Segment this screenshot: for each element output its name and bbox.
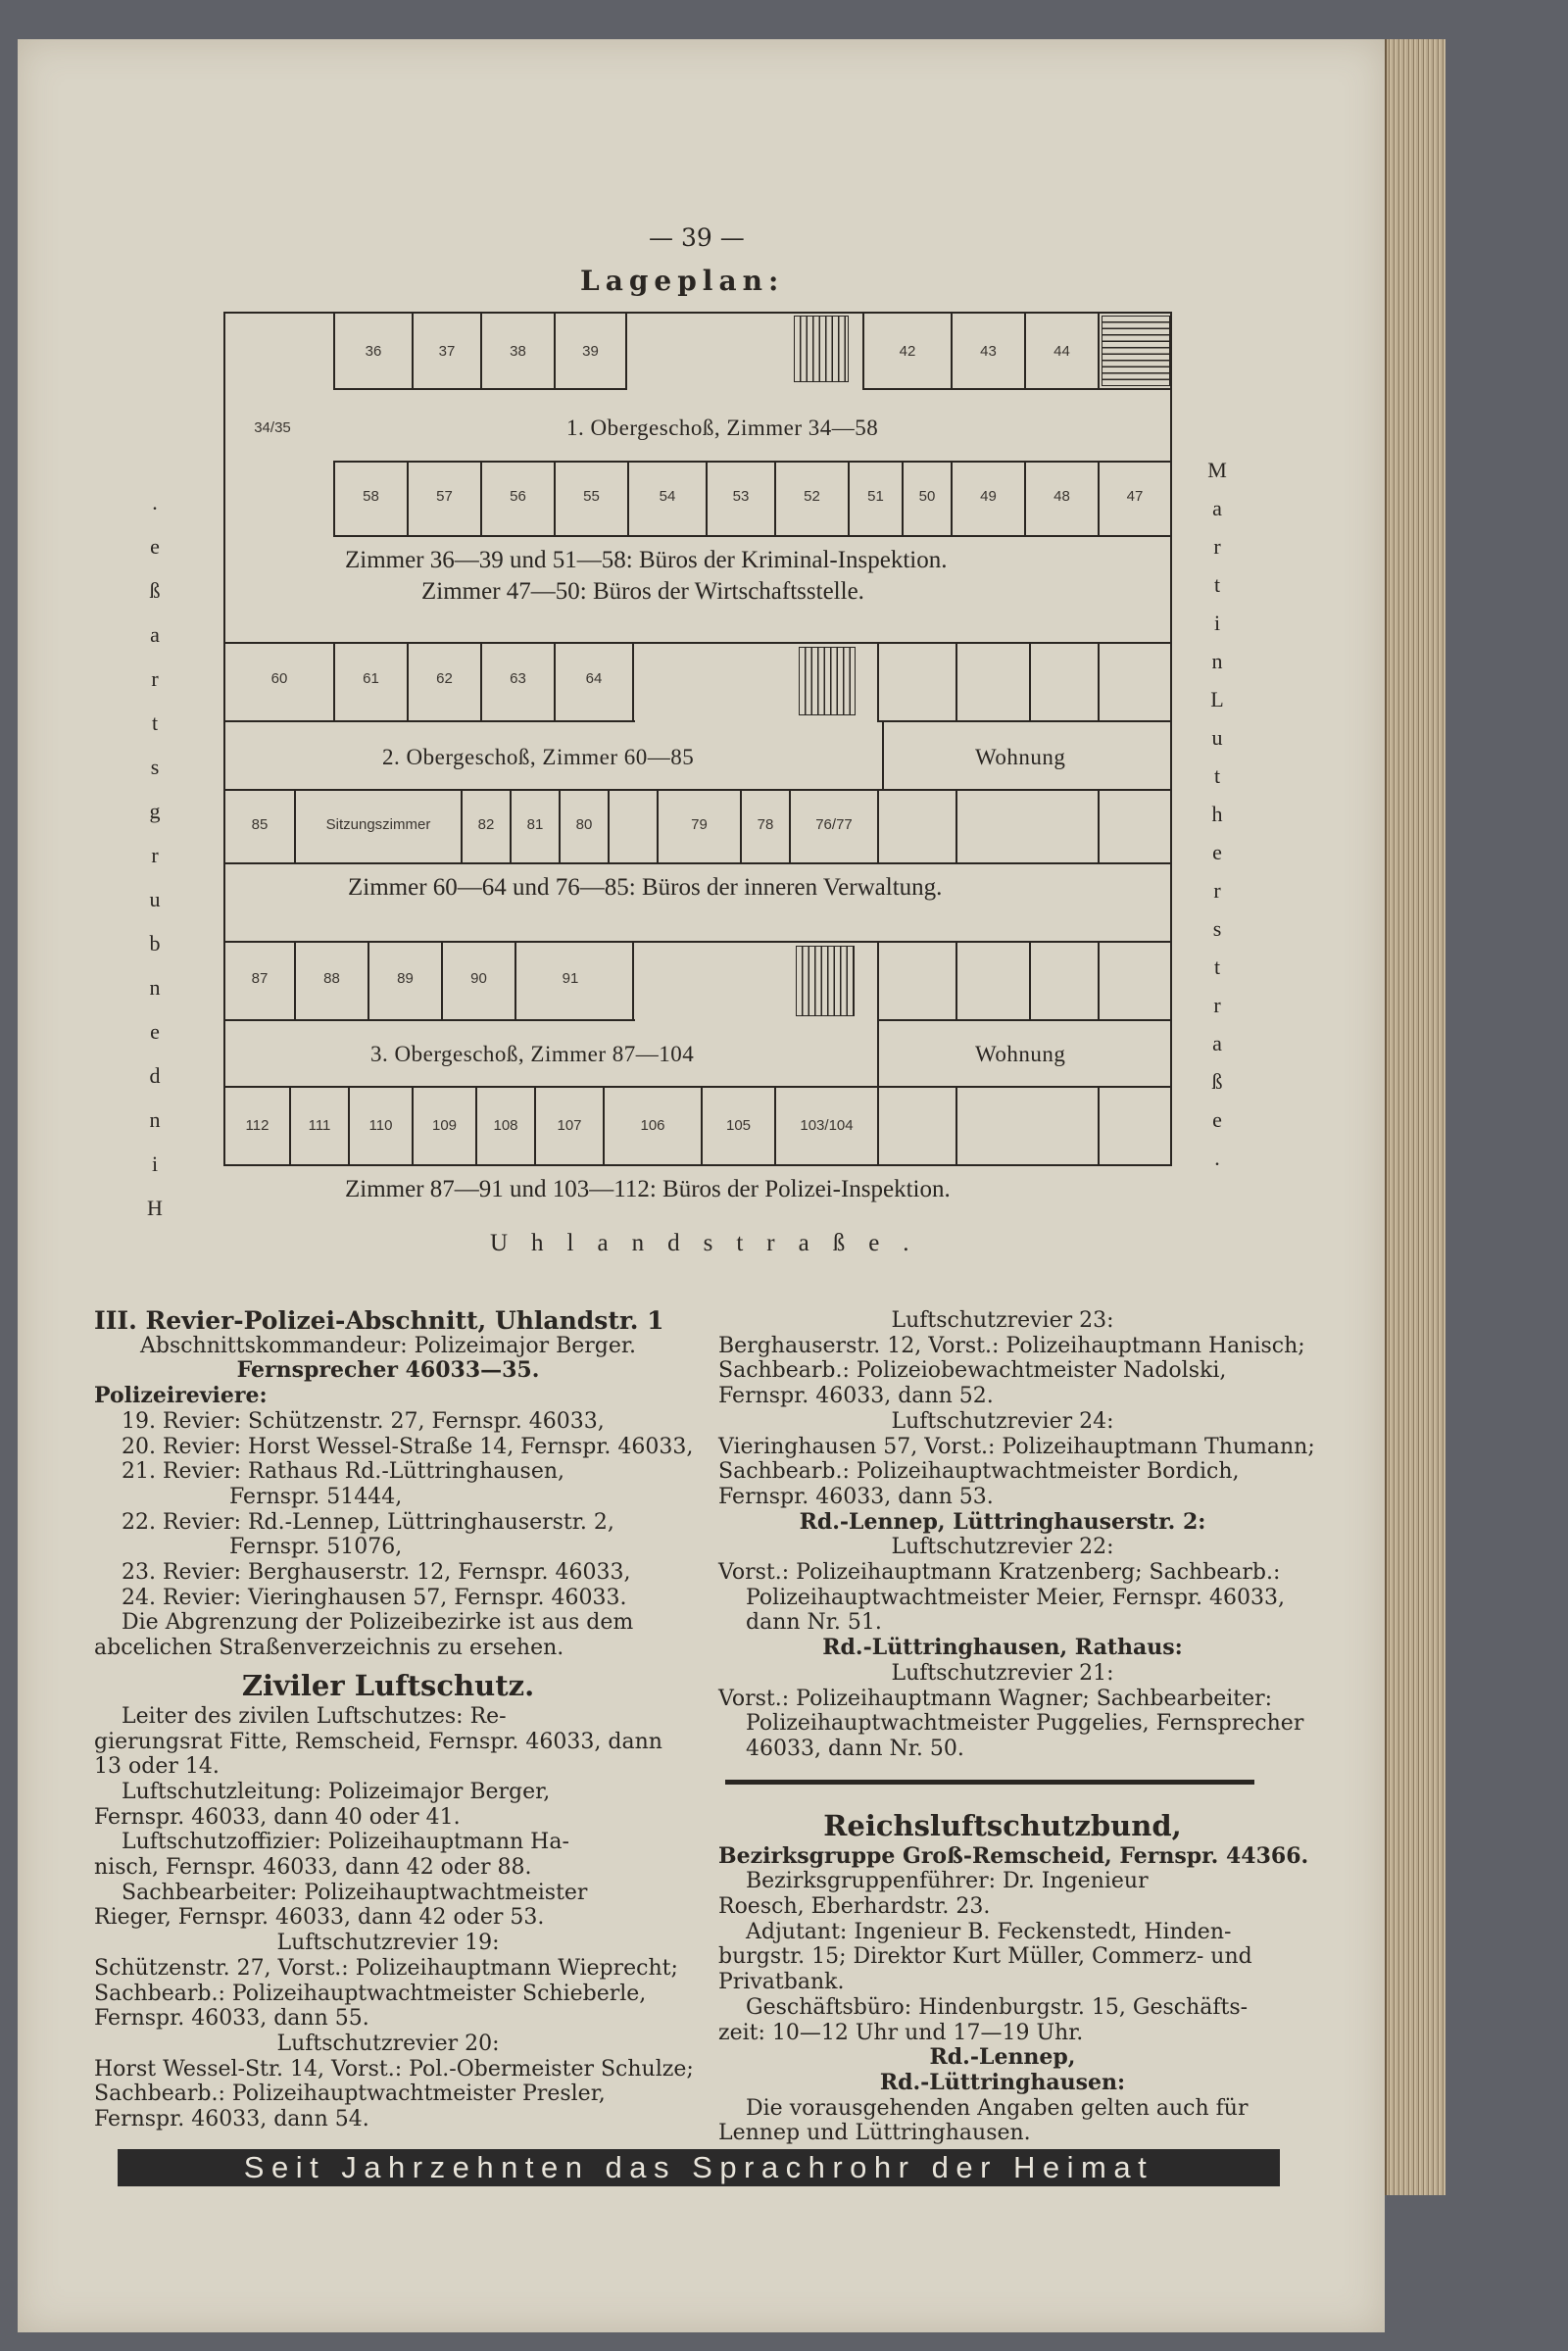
right-column-line: Vorst.: Polizeihauptmann Wagner; Sachbearbeiter: — [718, 1686, 1273, 1711]
staircase-icon — [794, 316, 849, 382]
room-53: 53 — [732, 488, 750, 505]
room-44: 44 — [1054, 343, 1070, 360]
right-column-line: Luftschutzrevier 21: — [891, 1660, 1114, 1686]
right-column-line: Bezirksgruppe Groß-Remscheid, Fernspr. 44366. — [718, 1842, 1309, 1869]
page-number: — 39 — — [649, 223, 745, 252]
right-column-line: Rd.-Lennep, Lüttringhauserstr. 2: — [799, 1508, 1206, 1535]
room-38: 38 — [510, 343, 526, 360]
left-column-line: Fernspr. 51076, — [229, 1535, 403, 1560]
room-54: 54 — [659, 488, 676, 505]
room-57: 57 — [436, 488, 453, 505]
left-column-line: Ziviler Luftschutz. — [241, 1668, 535, 1702]
floor3-wohnung: Wohnung — [975, 1042, 1066, 1066]
room-87: 87 — [251, 970, 269, 987]
room-60: 60 — [270, 670, 288, 687]
street-hindenburgstrasse: . e ß a r t s g r u b n e d n i H — [147, 490, 163, 1220]
left-column-line: Fernsprecher 46033—35. — [236, 1357, 540, 1384]
right-column-line: Polizeihauptwachtmeister Meier, Fernspr. 46033, — [746, 1585, 1285, 1610]
left-column-line: 22. Revier: Rd.-Lennep, Lüttringhauserstr. 2, — [122, 1509, 614, 1535]
street-martin-luther-strasse: M a r t i n L u t h e r s t r a ß e . — [1207, 458, 1227, 1170]
room-88: 88 — [323, 970, 340, 987]
right-column-line: Vorst.: Polizeihauptmann Kratzenberg; Sachbearb.: — [718, 1560, 1281, 1586]
right-column-line: Privatbank. — [718, 1970, 845, 1995]
right-column-line: Lennep und Lüttringhausen. — [718, 2121, 1031, 2146]
plan-title: Lageplan: — [580, 265, 785, 297]
floor1-label: 1. Obergeschoß, Zimmer 34—58 — [566, 416, 879, 440]
room-52: 52 — [804, 488, 820, 505]
floor3-caption: Zimmer 87—91 und 103—112: Büros der Polizei-Inspektion. — [345, 1176, 951, 1202]
right-column-line: Geschäftsbüro: Hindenburgstr. 15, Geschäfts- — [746, 1994, 1249, 2020]
left-column-line: Abschnittskommandeur: Polizeimajor Berger. — [139, 1333, 637, 1358]
left-column-line: III. Revier-Polizei-Abschnitt, Uhlandstr. 1 — [94, 1306, 664, 1335]
room-51: 51 — [867, 488, 884, 505]
right-column-line: Roesch, Eberhardstr. 23. — [718, 1894, 991, 1920]
left-column-line: gierungsrat Fitte, Remscheid, Fernspr. 46033, dann — [94, 1729, 662, 1754]
room-62: 62 — [436, 670, 453, 687]
right-column-line: Luftschutzrevier 22: — [891, 1535, 1114, 1560]
room-49: 49 — [980, 488, 997, 505]
room-58: 58 — [363, 488, 379, 505]
room-64: 64 — [585, 670, 603, 687]
room-90: 90 — [470, 970, 487, 987]
room-61: 61 — [363, 670, 379, 687]
room-110: 110 — [368, 1117, 393, 1134]
room-82: 82 — [477, 816, 495, 833]
left-column-line: Fernspr. 46033, dann 55. — [94, 2006, 369, 2032]
left-column-line: 20. Revier: Horst Wessel-Straße 14, Fernspr. 46033, — [122, 1434, 694, 1459]
right-column-line: burgstr. 15; Direktor Kurt Müller, Commerz- und — [718, 1944, 1252, 1970]
room-37: 37 — [438, 343, 456, 360]
room-89: 89 — [397, 970, 414, 987]
room-80: 80 — [575, 816, 593, 833]
left-column-line: 23. Revier: Berghauserstr. 12, Fernspr. 46033, — [122, 1560, 631, 1586]
staircase-icon — [799, 647, 856, 715]
left-column-line: 19. Revier: Schützenstr. 27, Fernspr. 46033, — [122, 1408, 605, 1434]
room-103-104: 103/104 — [800, 1117, 854, 1134]
room-55: 55 — [583, 488, 600, 505]
right-column-line: Rd.-Lennep, — [929, 2044, 1076, 2071]
left-column-line: 24. Revier: Vieringhausen 57, Fernspr. 46033. — [122, 1585, 627, 1610]
right-column-line: zeit: 10—12 Uhr und 17—19 Uhr. — [718, 2020, 1084, 2045]
left-column-line: Sachbearbeiter: Polizeihauptwachtmeister — [122, 1880, 588, 1905]
left-column-line: nisch, Fernspr. 46033, dann 42 oder 88. — [94, 1855, 532, 1881]
left-column-line: 13 oder 14. — [94, 1754, 220, 1780]
left-column-line: abcelichen Straßenverzeichnis zu ersehen. — [94, 1636, 564, 1661]
left-column-line: 21. Revier: Rathaus Rd.-Lüttringhausen, — [122, 1459, 564, 1485]
left-column-line: Horst Wessel-Str. 14, Vorst.: Pol.-Obermeister Schulze; — [94, 2056, 694, 2082]
room-76-77: 76/77 — [815, 816, 853, 833]
left-column-line: Luftschutzrevier 19: — [276, 1931, 500, 1956]
room-85: 85 — [251, 816, 269, 833]
room-sitzungszimmer: Sitzungszimmer — [325, 816, 431, 833]
left-column-line: Fernspr. 46033, dann 54. — [94, 2107, 369, 2132]
left-column — [94, 1306, 694, 2132]
room-112: 112 — [245, 1117, 270, 1134]
room-47: 47 — [1126, 488, 1144, 505]
room-106: 106 — [640, 1117, 665, 1134]
left-column-line: Leiter des zivilen Luftschutzes: Re- — [122, 1703, 507, 1729]
right-column-line: Sachbearb.: Polizeiobewachtmeister Nadolski, — [718, 1358, 1227, 1384]
left-column-line: Luftschutzoffizier: Polizeihauptmann Ha- — [122, 1830, 569, 1855]
room-42: 42 — [899, 343, 916, 360]
floor1-caption-1: Zimmer 36—39 und 51—58: Büros der Kriminal-Inspektion. — [345, 547, 948, 573]
room-109: 109 — [431, 1117, 458, 1134]
left-column-line: Polizeireviere: — [94, 1383, 268, 1409]
room-56: 56 — [510, 488, 526, 505]
right-column-line: dann Nr. 51. — [746, 1610, 882, 1636]
room-108: 108 — [493, 1117, 518, 1134]
room-34-35: 34/35 — [254, 419, 291, 436]
floor3-label: 3. Obergeschoß, Zimmer 87—104 — [370, 1042, 695, 1066]
floor2-label: 2. Obergeschoß, Zimmer 60—85 — [382, 745, 695, 769]
room-78: 78 — [757, 816, 774, 833]
floor2-caption: Zimmer 60—64 und 76—85: Büros der inneren Verwaltung. — [348, 874, 943, 901]
column-separator — [725, 1780, 1254, 1785]
banner: Seit Jahrzehnten das Sprachrohr der Heimat — [118, 2149, 1280, 2186]
left-column-line: Luftschutzleitung: Polizeimajor Berger, — [122, 1779, 551, 1804]
right-column-line: Vieringhausen 57, Vorst.: Polizeihauptmann Thumann; — [718, 1434, 1315, 1459]
floor1-caption-2: Zimmer 47—50: Büros der Wirtschaftsstelle. — [421, 578, 864, 605]
right-column-line: Sachbearb.: Polizeihauptwachtmeister Bordich, — [718, 1459, 1240, 1485]
left-column-line: Rieger, Fernspr. 46033, dann 42 oder 53. — [94, 1905, 545, 1931]
right-column-line: 46033, dann Nr. 50. — [746, 1736, 964, 1761]
right-column-line: Rd.-Lüttringhausen, Rathaus: — [822, 1635, 1183, 1661]
right-column-line: Berghauserstr. 12, Vorst.: Polizeihauptmann Hanisch; — [718, 1333, 1305, 1358]
room-48: 48 — [1054, 488, 1070, 505]
right-column-line: Adjutant: Ingenieur B. Feckenstedt, Hinden- — [746, 1919, 1232, 1944]
right-column-line: Reichsluftschutzbund, — [823, 1808, 1182, 1842]
right-column-line: Luftschutzrevier 24: — [891, 1408, 1114, 1434]
right-column-line: Fernspr. 46033, dann 52. — [718, 1384, 994, 1409]
staircase-icon — [796, 946, 855, 1016]
room-36: 36 — [365, 343, 382, 360]
right-column-line: Die vorausgehenden Angaben gelten auch für — [746, 2095, 1249, 2121]
room-81: 81 — [526, 816, 544, 833]
room-91: 91 — [562, 970, 579, 987]
staircase-icon — [1102, 316, 1170, 386]
room-107: 107 — [557, 1117, 582, 1134]
right-column-line: Polizeihauptwachtmeister Puggelies, Fernsprecher — [746, 1711, 1304, 1737]
left-column-line: Fernspr. 51444, — [229, 1484, 403, 1509]
left-column-line: Sachbearb.: Polizeihauptwachtmeister Presler, — [94, 2082, 606, 2107]
floor2-wohnung: Wohnung — [975, 745, 1066, 769]
right-column-line: Bezirksgruppenführer: Dr. Ingenieur — [746, 1869, 1149, 1894]
room-111: 111 — [308, 1117, 331, 1134]
left-column-line: Die Abgrenzung der Polizeibezirke ist aus dem — [122, 1610, 634, 1636]
left-column-line: Sachbearb.: Polizeihauptwachtmeister Schieberle, — [94, 1981, 647, 2006]
room-63: 63 — [510, 670, 526, 687]
right-column-line: Fernspr. 46033, dann 53. — [718, 1484, 994, 1509]
room-43: 43 — [980, 343, 997, 360]
room-105: 105 — [725, 1117, 752, 1134]
right-column — [718, 1308, 1315, 2146]
right-column-line: Rd.-Lüttringhausen: — [879, 2069, 1126, 2095]
left-column-line: Schützenstr. 27, Vorst.: Polizeihauptmann Wieprecht; — [94, 1955, 678, 1981]
street-uhlandstrasse: Uhlandstraße. — [490, 1230, 933, 1256]
left-column-line: Luftschutzrevier 20: — [276, 2031, 500, 2056]
room-50: 50 — [918, 488, 936, 505]
room-79: 79 — [691, 816, 708, 833]
room-39: 39 — [582, 343, 599, 360]
right-column-line: Luftschutzrevier 23: — [891, 1308, 1114, 1333]
left-column-line: Fernspr. 46033, dann 40 oder 41. — [94, 1804, 461, 1830]
